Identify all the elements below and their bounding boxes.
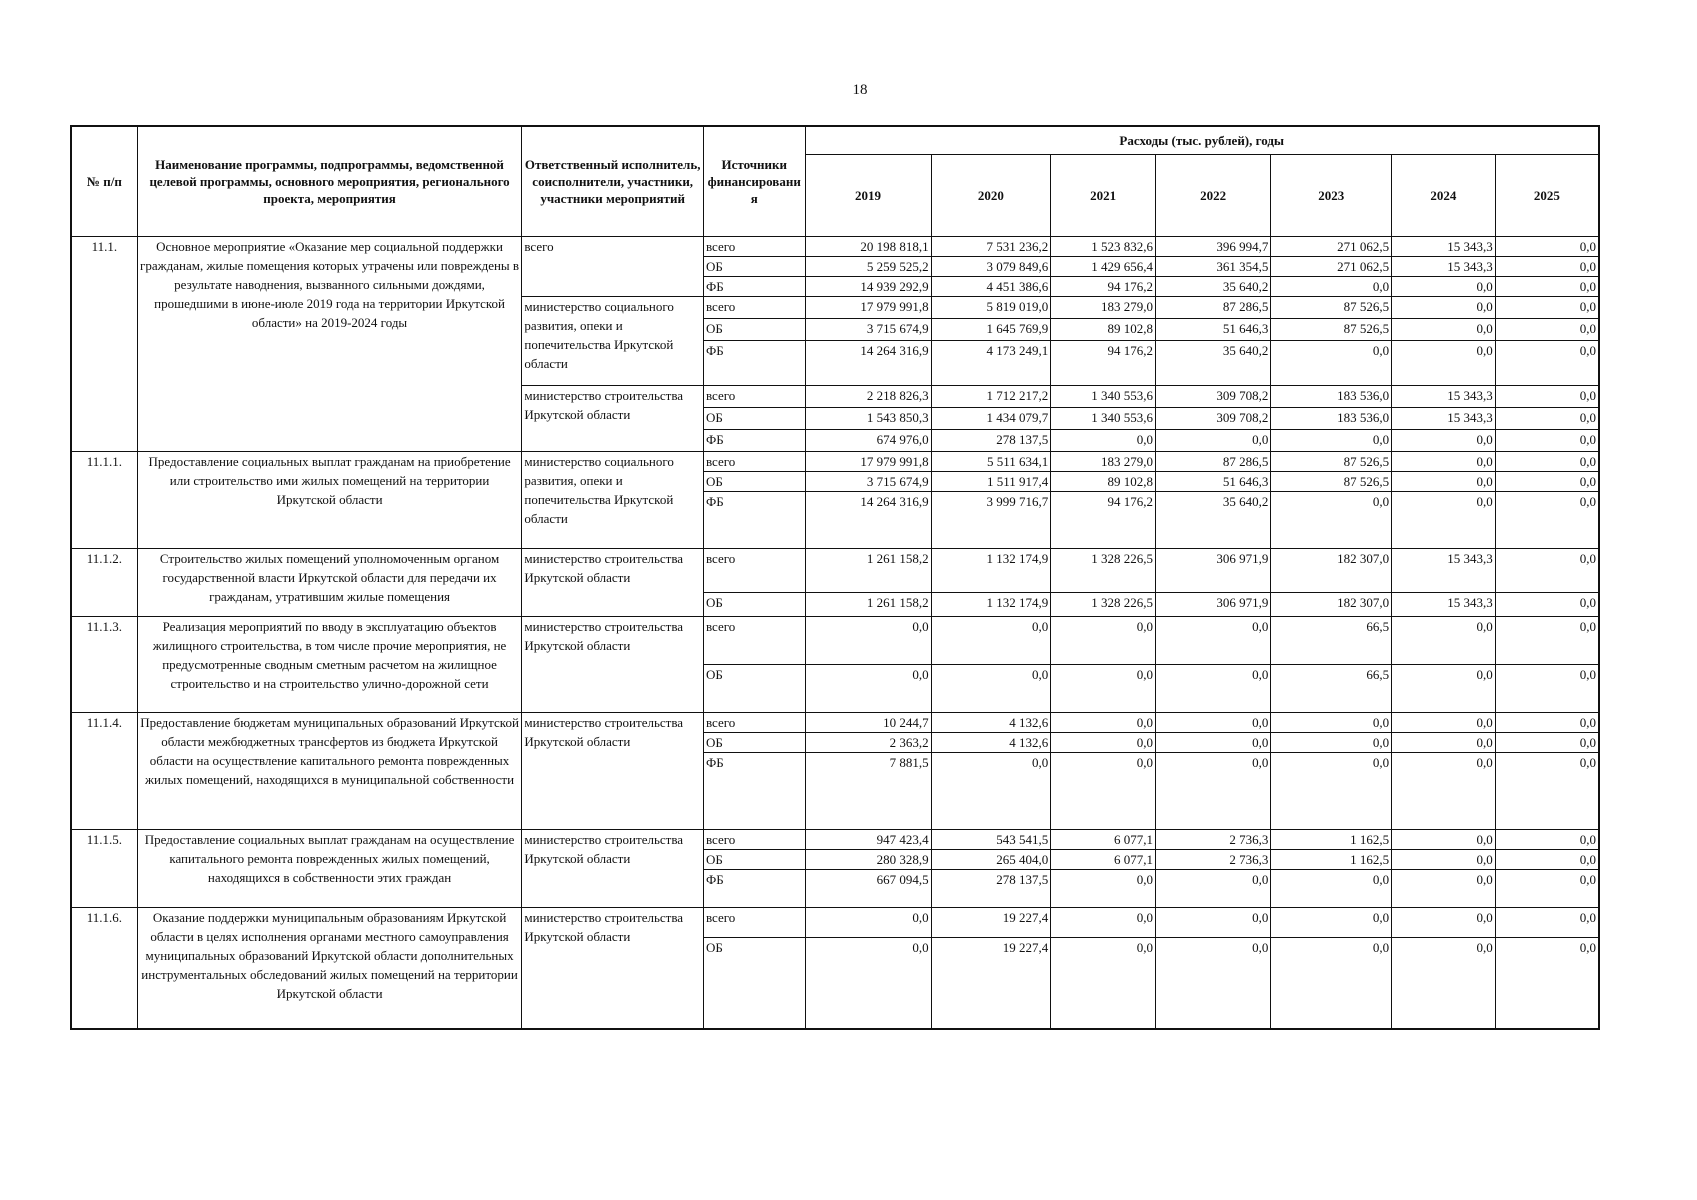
expense-value: 278 137,5 xyxy=(931,869,1051,907)
expense-value: 543 541,5 xyxy=(931,829,1051,849)
funding-source: всего xyxy=(704,712,806,732)
expense-value: 19 227,4 xyxy=(931,937,1051,1029)
expense-value: 0,0 xyxy=(1495,429,1599,451)
expense-value: 0,0 xyxy=(1392,296,1496,318)
expense-value: 94 176,2 xyxy=(1051,340,1156,385)
expense-value: 15 343,3 xyxy=(1392,592,1496,616)
funding-source: всего xyxy=(704,296,806,318)
expense-value: 0,0 xyxy=(1495,829,1599,849)
expense-value: 0,0 xyxy=(1392,712,1496,732)
expense-value: 1 340 553,6 xyxy=(1051,407,1156,429)
expense-value: 0,0 xyxy=(1051,907,1156,937)
expense-value: 182 307,0 xyxy=(1271,548,1392,592)
entry-name: Строительство жилых помещений уполномоченным органом государственной власти Иркутской области для передачи их гражданам, утратившим жилые помещения xyxy=(137,548,522,616)
expense-value: 89 102,8 xyxy=(1051,318,1156,340)
expense-value: 94 176,2 xyxy=(1051,491,1156,548)
expense-value: 5 511 634,1 xyxy=(931,451,1051,471)
funding-source: ОБ xyxy=(704,318,806,340)
expense-value: 0,0 xyxy=(805,664,931,712)
expense-value: 35 640,2 xyxy=(1155,491,1270,548)
expense-value: 306 971,9 xyxy=(1155,592,1270,616)
entry-number: 11.1. xyxy=(71,236,137,451)
expense-value: 0,0 xyxy=(1051,869,1156,907)
expense-value: 0,0 xyxy=(1392,491,1496,548)
expense-value: 667 094,5 xyxy=(805,869,931,907)
expense-value: 182 307,0 xyxy=(1271,592,1392,616)
expense-value: 4 451 386,6 xyxy=(931,276,1051,296)
expense-value: 0,0 xyxy=(1392,340,1496,385)
expense-value: 0,0 xyxy=(1495,236,1599,256)
expense-value: 306 971,9 xyxy=(1155,548,1270,592)
expense-value: 0,0 xyxy=(1051,752,1156,829)
expense-value: 15 343,3 xyxy=(1392,236,1496,256)
expense-value: 66,5 xyxy=(1271,664,1392,712)
expense-value: 0,0 xyxy=(1495,664,1599,712)
expense-value: 0,0 xyxy=(1495,340,1599,385)
entry-number: 11.1.3. xyxy=(71,616,137,712)
expense-value: 87 526,5 xyxy=(1271,318,1392,340)
expense-value: 1 511 917,4 xyxy=(931,471,1051,491)
header-year: 2023 xyxy=(1271,154,1392,236)
expense-value: 0,0 xyxy=(1271,907,1392,937)
entry-name: Предоставление социальных выплат гражданам на осуществление капитального ремонта поврежденных жилых помещений, находящихся в собственности этих граждан xyxy=(137,829,522,907)
expense-value: 94 176,2 xyxy=(1051,276,1156,296)
expense-value: 6 077,1 xyxy=(1051,829,1156,849)
expense-value: 0,0 xyxy=(931,752,1051,829)
expense-value: 0,0 xyxy=(1392,429,1496,451)
entry-number: 11.1.4. xyxy=(71,712,137,829)
expense-value: 0,0 xyxy=(1051,616,1156,664)
funding-source: всего xyxy=(704,829,806,849)
expense-value: 0,0 xyxy=(1392,829,1496,849)
expense-value: 3 715 674,9 xyxy=(805,318,931,340)
expense-value: 1 261 158,2 xyxy=(805,592,931,616)
table-row xyxy=(71,236,1599,256)
expense-value: 0,0 xyxy=(1495,712,1599,732)
funding-source: ОБ xyxy=(704,937,806,1029)
expense-value: 183 279,0 xyxy=(1051,451,1156,471)
expense-value: 0,0 xyxy=(1392,849,1496,869)
expense-value: 1 132 174,9 xyxy=(931,592,1051,616)
expense-value: 0,0 xyxy=(1271,869,1392,907)
table-row xyxy=(71,451,1599,471)
executor-cell: министерство строительства Иркутской области xyxy=(522,385,704,451)
expense-value: 1 162,5 xyxy=(1271,829,1392,849)
expense-value: 4 173 249,1 xyxy=(931,340,1051,385)
expense-value: 51 646,3 xyxy=(1155,318,1270,340)
expense-value: 1 712 217,2 xyxy=(931,385,1051,407)
table-row xyxy=(71,616,1599,664)
expense-value: 271 062,5 xyxy=(1271,236,1392,256)
funding-source: ОБ xyxy=(704,592,806,616)
executor-cell: министерство социального развития, опеки и попечительства Иркутской области xyxy=(522,451,704,548)
expense-value: 0,0 xyxy=(1155,752,1270,829)
expense-value: 0,0 xyxy=(1392,276,1496,296)
expense-value: 0,0 xyxy=(1495,752,1599,829)
expense-value: 3 715 674,9 xyxy=(805,471,931,491)
expense-value: 0,0 xyxy=(1495,849,1599,869)
entry-name: Оказание поддержки муниципальным образованиям Иркутской области в целях исполнения органами местного самоуправления муниципальных образований Иркутской области дополнительных инструментальных обследований жилых помещений на территории Иркутской области xyxy=(137,907,522,1029)
expense-value: 0,0 xyxy=(1271,491,1392,548)
funding-source: ОБ xyxy=(704,471,806,491)
expense-value: 15 343,3 xyxy=(1392,256,1496,276)
expense-value: 0,0 xyxy=(1495,296,1599,318)
expense-value: 265 404,0 xyxy=(931,849,1051,869)
expense-value: 0,0 xyxy=(931,664,1051,712)
expense-value: 0,0 xyxy=(1495,592,1599,616)
expense-value: 0,0 xyxy=(1392,616,1496,664)
expense-value: 3 999 716,7 xyxy=(931,491,1051,548)
expense-value: 51 646,3 xyxy=(1155,471,1270,491)
expense-value: 0,0 xyxy=(1495,471,1599,491)
expense-value: 0,0 xyxy=(1392,451,1496,471)
expense-value: 0,0 xyxy=(1392,471,1496,491)
expense-value: 0,0 xyxy=(1495,732,1599,752)
funding-source: ОБ xyxy=(704,732,806,752)
header-year: 2024 xyxy=(1392,154,1496,236)
expense-value: 7 881,5 xyxy=(805,752,931,829)
funding-source: ОБ xyxy=(704,407,806,429)
budget-table xyxy=(70,125,1600,1030)
expense-value: 0,0 xyxy=(1495,385,1599,407)
expense-value: 309 708,2 xyxy=(1155,385,1270,407)
header-year: 2020 xyxy=(931,154,1051,236)
expense-value: 10 244,7 xyxy=(805,712,931,732)
funding-source: всего xyxy=(704,236,806,256)
executor-cell: министерство строительства Иркутской области xyxy=(522,907,704,1029)
expense-value: 0,0 xyxy=(1495,451,1599,471)
expense-value: 183 536,0 xyxy=(1271,385,1392,407)
funding-source: всего xyxy=(704,616,806,664)
funding-source: ФБ xyxy=(704,429,806,451)
expense-value: 0,0 xyxy=(805,937,931,1029)
funding-source: ФБ xyxy=(704,491,806,548)
expense-value: 0,0 xyxy=(1495,616,1599,664)
expense-value: 0,0 xyxy=(1271,429,1392,451)
funding-source: ФБ xyxy=(704,276,806,296)
expense-value: 0,0 xyxy=(1271,276,1392,296)
expense-value: 1 132 174,9 xyxy=(931,548,1051,592)
header-year: 2025 xyxy=(1495,154,1599,236)
expense-value: 2 736,3 xyxy=(1155,829,1270,849)
entry-name: Предоставление социальных выплат гражданам на приобретение или строительство ими жилых помещений на территории Иркутской области xyxy=(137,451,522,548)
expense-value: 0,0 xyxy=(1495,907,1599,937)
expense-value: 15 343,3 xyxy=(1392,548,1496,592)
funding-source: ОБ xyxy=(704,664,806,712)
expense-value: 1 261 158,2 xyxy=(805,548,931,592)
expense-value: 87 286,5 xyxy=(1155,451,1270,471)
executor-cell: министерство социального развития, опеки и попечительства Иркутской области xyxy=(522,296,704,385)
expense-value: 1 328 226,5 xyxy=(1051,548,1156,592)
expense-value: 0,0 xyxy=(1271,340,1392,385)
expense-value: 4 132,6 xyxy=(931,712,1051,732)
expense-value: 1 340 553,6 xyxy=(1051,385,1156,407)
expense-value: 1 328 226,5 xyxy=(1051,592,1156,616)
expense-value: 1 434 079,7 xyxy=(931,407,1051,429)
funding-source: всего xyxy=(704,385,806,407)
funding-source: ОБ xyxy=(704,256,806,276)
expense-value: 0,0 xyxy=(1155,937,1270,1029)
funding-source: ФБ xyxy=(704,869,806,907)
expense-value: 0,0 xyxy=(1155,664,1270,712)
expense-value: 20 198 818,1 xyxy=(805,236,931,256)
expense-value: 0,0 xyxy=(1495,407,1599,429)
expense-value: 14 939 292,9 xyxy=(805,276,931,296)
expense-value: 17 979 991,8 xyxy=(805,451,931,471)
header-executor: Ответственный исполнитель, соисполнители, участники, участники мероприятий xyxy=(522,126,704,236)
executor-cell: всего xyxy=(522,236,704,296)
expense-value: 396 994,7 xyxy=(1155,236,1270,256)
expense-value: 15 343,3 xyxy=(1392,407,1496,429)
expense-value: 0,0 xyxy=(1392,907,1496,937)
expense-value: 1 429 656,4 xyxy=(1051,256,1156,276)
expense-value: 17 979 991,8 xyxy=(805,296,931,318)
header-source: Источники финансирования xyxy=(704,126,806,236)
funding-source: всего xyxy=(704,451,806,471)
table-row xyxy=(71,548,1599,592)
expense-value: 271 062,5 xyxy=(1271,256,1392,276)
expense-value: 183 279,0 xyxy=(1051,296,1156,318)
page-number: 18 xyxy=(852,82,868,98)
expense-value: 0,0 xyxy=(1495,256,1599,276)
header-year: 2021 xyxy=(1051,154,1156,236)
funding-source: всего xyxy=(704,548,806,592)
expense-value: 0,0 xyxy=(805,907,931,937)
expense-value: 5 259 525,2 xyxy=(805,256,931,276)
expense-value: 0,0 xyxy=(1155,907,1270,937)
expense-value: 0,0 xyxy=(1051,732,1156,752)
expense-value: 0,0 xyxy=(1051,664,1156,712)
expense-value: 89 102,8 xyxy=(1051,471,1156,491)
expense-value: 0,0 xyxy=(1392,732,1496,752)
executor-cell: министерство строительства Иркутской области xyxy=(522,712,704,829)
expense-value: 0,0 xyxy=(1392,664,1496,712)
expense-value: 14 264 316,9 xyxy=(805,340,931,385)
expense-value: 947 423,4 xyxy=(805,829,931,849)
expense-value: 0,0 xyxy=(1155,869,1270,907)
expense-value: 0,0 xyxy=(1051,712,1156,732)
expense-value: 1 543 850,3 xyxy=(805,407,931,429)
expense-value: 1 523 832,6 xyxy=(1051,236,1156,256)
expense-value: 0,0 xyxy=(931,616,1051,664)
expense-value: 0,0 xyxy=(1271,732,1392,752)
expense-value: 0,0 xyxy=(1051,937,1156,1029)
expense-value: 19 227,4 xyxy=(931,907,1051,937)
header-num: № п/п xyxy=(71,126,137,236)
expense-value: 0,0 xyxy=(1495,937,1599,1029)
entry-name: Реализация мероприятий по вводу в эксплуатацию объектов жилищного строительства, в том числе прочие мероприятия, не предусмотренные сводным сметным расчетом на жилищное строительство и на строительство улично-дорожной сети xyxy=(137,616,522,712)
entry-number: 11.1.1. xyxy=(71,451,137,548)
expense-value: 0,0 xyxy=(1495,869,1599,907)
table-row xyxy=(71,712,1599,732)
table-row xyxy=(71,907,1599,937)
entry-number: 11.1.2. xyxy=(71,548,137,616)
expense-value: 361 354,5 xyxy=(1155,256,1270,276)
expense-value: 0,0 xyxy=(1051,429,1156,451)
expense-value: 309 708,2 xyxy=(1155,407,1270,429)
expense-value: 0,0 xyxy=(1271,712,1392,732)
table-row xyxy=(71,829,1599,849)
expense-value: 0,0 xyxy=(1392,869,1496,907)
expense-value: 0,0 xyxy=(1155,712,1270,732)
entry-name: Предоставление бюджетам муниципальных образований Иркутской области межбюджетных трансфертов из бюджета Иркутской области на осуществление капитального ремонта поврежденных жилых помещений, находящихся в муниципальной собственности xyxy=(137,712,522,829)
expense-value: 87 286,5 xyxy=(1155,296,1270,318)
expense-value: 0,0 xyxy=(1155,616,1270,664)
expense-value: 0,0 xyxy=(1392,752,1496,829)
expense-value: 2 736,3 xyxy=(1155,849,1270,869)
expense-value: 0,0 xyxy=(1495,276,1599,296)
header-expenses: Расходы (тыс. рублей), годы xyxy=(805,126,1599,154)
expense-value: 7 531 236,2 xyxy=(931,236,1051,256)
expense-value: 87 526,5 xyxy=(1271,471,1392,491)
expense-value: 0,0 xyxy=(805,616,931,664)
expense-value: 2 218 826,3 xyxy=(805,385,931,407)
entry-number: 11.1.6. xyxy=(71,907,137,1029)
expense-value: 87 526,5 xyxy=(1271,296,1392,318)
header-year: 2019 xyxy=(805,154,931,236)
expense-value: 5 819 019,0 xyxy=(931,296,1051,318)
expense-value: 1 162,5 xyxy=(1271,849,1392,869)
expense-value: 4 132,6 xyxy=(931,732,1051,752)
entry-name: Основное мероприятие «Оказание мер социальной поддержки гражданам, жилые помещения которых утрачены или повреждены в результате наводнения, вызванного сильными дождями, прошедшими в июне-июле 2019 года на территории Иркутской области» на 2019-2024 годы xyxy=(137,236,522,451)
expense-value: 0,0 xyxy=(1495,548,1599,592)
expense-value: 0,0 xyxy=(1495,491,1599,548)
expense-value: 14 264 316,9 xyxy=(805,491,931,548)
funding-source: ФБ xyxy=(704,752,806,829)
expense-value: 87 526,5 xyxy=(1271,451,1392,471)
header-year: 2022 xyxy=(1155,154,1270,236)
expense-value: 183 536,0 xyxy=(1271,407,1392,429)
expense-value: 3 079 849,6 xyxy=(931,256,1051,276)
funding-source: ФБ xyxy=(704,340,806,385)
executor-cell: министерство строительства Иркутской области xyxy=(522,616,704,712)
expense-value: 280 328,9 xyxy=(805,849,931,869)
expense-value: 0,0 xyxy=(1392,318,1496,340)
expense-value: 35 640,2 xyxy=(1155,340,1270,385)
expense-value: 0,0 xyxy=(1392,937,1496,1029)
expense-value: 0,0 xyxy=(1495,318,1599,340)
entry-number: 11.1.5. xyxy=(71,829,137,907)
expense-value: 2 363,2 xyxy=(805,732,931,752)
expense-value: 278 137,5 xyxy=(931,429,1051,451)
executor-cell: министерство строительства Иркутской области xyxy=(522,548,704,616)
executor-cell: министерство строительства Иркутской области xyxy=(522,829,704,907)
expense-value: 35 640,2 xyxy=(1155,276,1270,296)
expense-value: 674 976,0 xyxy=(805,429,931,451)
header-name: Наименование программы, подпрограммы, ведомственной целевой программы, основного мероприятия, регионального проекта, мероприятия xyxy=(137,126,522,236)
expense-value: 0,0 xyxy=(1271,937,1392,1029)
expense-value: 0,0 xyxy=(1155,732,1270,752)
funding-source: ОБ xyxy=(704,849,806,869)
expense-value: 1 645 769,9 xyxy=(931,318,1051,340)
expense-value: 15 343,3 xyxy=(1392,385,1496,407)
expense-value: 0,0 xyxy=(1271,752,1392,829)
expense-value: 6 077,1 xyxy=(1051,849,1156,869)
expense-value: 0,0 xyxy=(1155,429,1270,451)
expense-value: 66,5 xyxy=(1271,616,1392,664)
funding-source: всего xyxy=(704,907,806,937)
